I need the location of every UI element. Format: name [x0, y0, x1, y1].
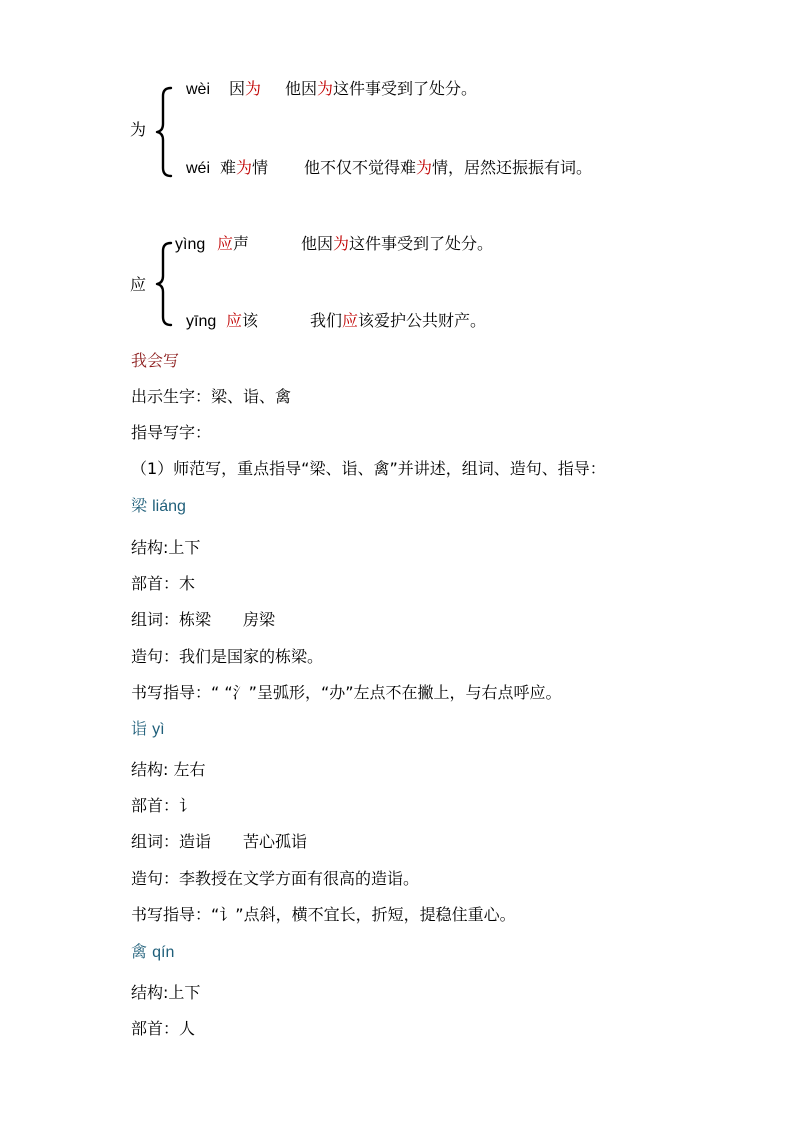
intro-step1: （1）师范写，重点指导“梁、诣、禽”并讲述，组词、造句、指导： — [131, 459, 606, 478]
char-sentence: 造句：李教授在文学方面有很高的造诣。 — [131, 869, 420, 888]
char-writing-guide: 书写指导：“ “氵”呈弧形，“办”左点不在撇上，与右点呼应。 — [131, 683, 562, 702]
highlight-char: 为 — [245, 79, 262, 98]
reading-row-wei-1 — [186, 81, 210, 98]
intro-show: 出示生字：梁、诣、禽 — [131, 387, 292, 406]
sentence-wei-4: 他因为这件事受到了处分。 — [285, 79, 478, 98]
char-pinyin: yì — [152, 721, 165, 738]
word-ying-4: 应声 — [217, 234, 250, 253]
char-structure: 结构:上下 — [131, 983, 201, 1002]
brace-wei — [155, 86, 175, 178]
highlight-char: 为 — [236, 158, 253, 177]
intro-guide: 指导写字： — [131, 423, 212, 442]
reading-row-wei-2 — [186, 160, 210, 177]
poly-char-wei: 为 — [130, 120, 147, 139]
highlight-char: 应 — [342, 311, 359, 330]
char-pinyin: qín — [152, 944, 175, 961]
char-pinyin: liáng — [152, 498, 186, 515]
word-wei-2: 难为情 — [220, 158, 269, 177]
section-title: 我会写 — [131, 351, 180, 370]
char-writing-guide: 书写指导：“讠”点斜，横不宜长，折短，提稳住重心。 — [131, 905, 516, 924]
char-radical: 部首：木 — [131, 574, 196, 593]
pinyin-ying-4: yìng — [175, 236, 206, 253]
highlight-char: 为 — [416, 158, 433, 177]
pinyin-wei-2: wéi — [186, 160, 211, 177]
char-radical: 部首：讠 — [131, 796, 196, 815]
brace-ying — [155, 241, 175, 327]
highlight-char: 为 — [317, 79, 334, 98]
char-heading-liang: 梁 liáng — [131, 496, 186, 515]
pinyin-wei-4: wèi — [186, 81, 211, 98]
sentence-ying-1: 我们应该爱护公共财产。 — [310, 311, 487, 330]
highlight-char: 应 — [226, 311, 243, 330]
pinyin-ying-1: yīng — [186, 313, 217, 330]
highlight-char: 应 — [217, 234, 234, 253]
char-heading-qin: 禽 qín — [131, 942, 175, 961]
pinyin-ying-4-wrap — [175, 236, 205, 253]
sentence-ying-4: 他因为这件事受到了处分。 — [301, 234, 494, 253]
char-sentence: 造句：我们是国家的栋梁。 — [131, 647, 324, 666]
word-ying-1: 应该 — [226, 311, 259, 330]
highlight-char: 为 — [333, 234, 350, 253]
char-structure: 结构:上下 — [131, 538, 201, 557]
char-words: 组词：造诣 苦心孤诣 — [131, 832, 308, 851]
pinyin-ying-1-wrap — [186, 313, 216, 330]
word-wei-4: 因为 — [229, 79, 262, 98]
sentence-wei-2: 他不仅不觉得难为情，居然还振振有词。 — [304, 158, 593, 177]
char-radical: 部首：人 — [131, 1019, 196, 1038]
poly-char-ying: 应 — [130, 275, 147, 294]
char-structure: 结构: 左右 — [131, 760, 206, 779]
char-heading-yi: 诣 yì — [131, 719, 165, 738]
char-words: 组词：栋梁 房梁 — [131, 610, 276, 629]
